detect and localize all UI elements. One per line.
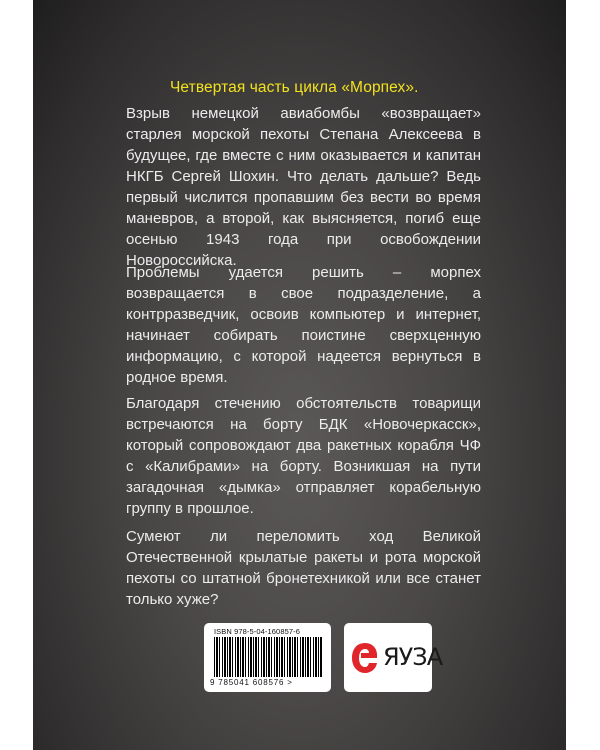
publisher-name: ЯУЗА bbox=[383, 643, 443, 671]
publisher-emblem-icon bbox=[350, 641, 380, 675]
book-back-cover bbox=[33, 0, 566, 750]
description-paragraph-3: Благодаря стечению обстоятельств товарищи встречаются на борту БДК «Новочеркасск», который сопровождают два ракетных корабля ЧФ с «Калибрами» на борту. Возникшая на пути загадочная «дымка» отправляет корабельную группу в прошлое. bbox=[126, 395, 481, 517]
series-tagline: Четвертая часть цикла «Морпех». bbox=[170, 79, 419, 96]
publisher-logo bbox=[344, 623, 443, 692]
description-paragraph-1: Взрыв немецкой авиабомбы «возвращает» старлея морской пехоты Степана Алексеева в будущее, где вместе с ним оказывается и капитан НКГБ Сергей Шохин. Что делать дальше? Ведь первый числится пропавшим без вести во время маневров, а второй, как выясняется, погиб еще осенью 1943 года при освобождении Новороссийска. bbox=[126, 105, 481, 269]
barcode-bars bbox=[214, 637, 322, 677]
isbn-barcode bbox=[204, 623, 331, 692]
description-paragraph-4: Сумеют ли переломить ход Великой Отечественной крылатые ракеты и рота морской пехоты со штатной бронетехникой или все станет только хуже? bbox=[126, 528, 481, 608]
description-paragraph-2: Проблемы удается решить – морпех возвращается в свое подразделение, а контрразведчик, освоив компьютер и интернет, начинает собирать поистине сверхценную информацию, с которой надеется вернуться в родное время. bbox=[126, 264, 481, 386]
barcode-number: 9 785041 608576 > bbox=[210, 678, 293, 687]
isbn-label: ISBN 978-5-04-160857-6 bbox=[214, 627, 301, 636]
